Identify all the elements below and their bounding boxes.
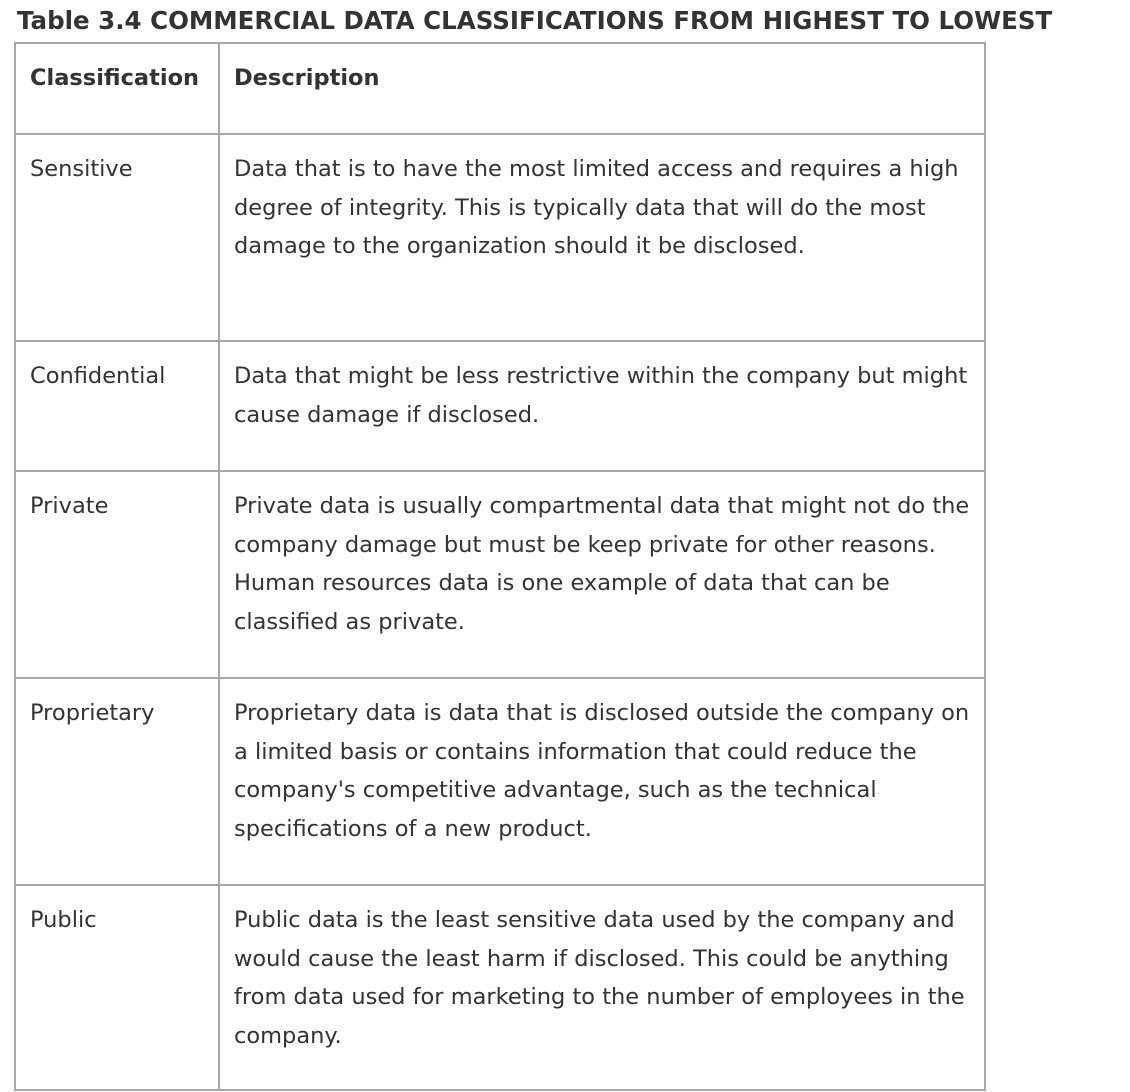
classification-cell: Proprietary — [15, 678, 219, 885]
table-header-row — [15, 43, 985, 134]
classification-cell: Sensitive — [15, 134, 219, 341]
description-cell: Data that is to have the most limited access and requires a high degree of integrity. This is typically data that will do the most damage to the organization should it be disclosed. — [219, 134, 985, 341]
table-caption: Table 3.4 COMMERCIAL DATA CLASSIFICATIONS FROM HIGHEST TO LOWEST — [17, 6, 1053, 35]
table-row-private — [15, 471, 985, 678]
classification-cell: Private — [15, 471, 219, 678]
header-classification: Classification — [15, 43, 219, 134]
table-row-confidential — [15, 341, 985, 471]
classification-cell: Public — [15, 885, 219, 1090]
table-row-proprietary — [15, 678, 985, 885]
classification-table — [14, 42, 986, 1091]
description-cell: Public data is the least sensitive data used by the company and would cause the least harm if disclosed. This could be anything from data used for marketing to the number of employees in the company. — [219, 885, 985, 1090]
classification-cell: Confidential — [15, 341, 219, 471]
description-cell: Private data is usually compartmental data that might not do the company damage but must be keep private for other reasons. Human resources data is one example of data that can be classified as private. — [219, 471, 985, 678]
description-cell: Data that might be less restrictive within the company but might cause damage if disclosed. — [219, 341, 985, 471]
table-row-public — [15, 885, 985, 1090]
header-description: Description — [219, 43, 985, 134]
table-row-sensitive — [15, 134, 985, 341]
description-cell: Proprietary data is data that is disclosed outside the company on a limited basis or contains information that could reduce the company's competitive advantage, such as the technical specifications of a new product. — [219, 678, 985, 885]
